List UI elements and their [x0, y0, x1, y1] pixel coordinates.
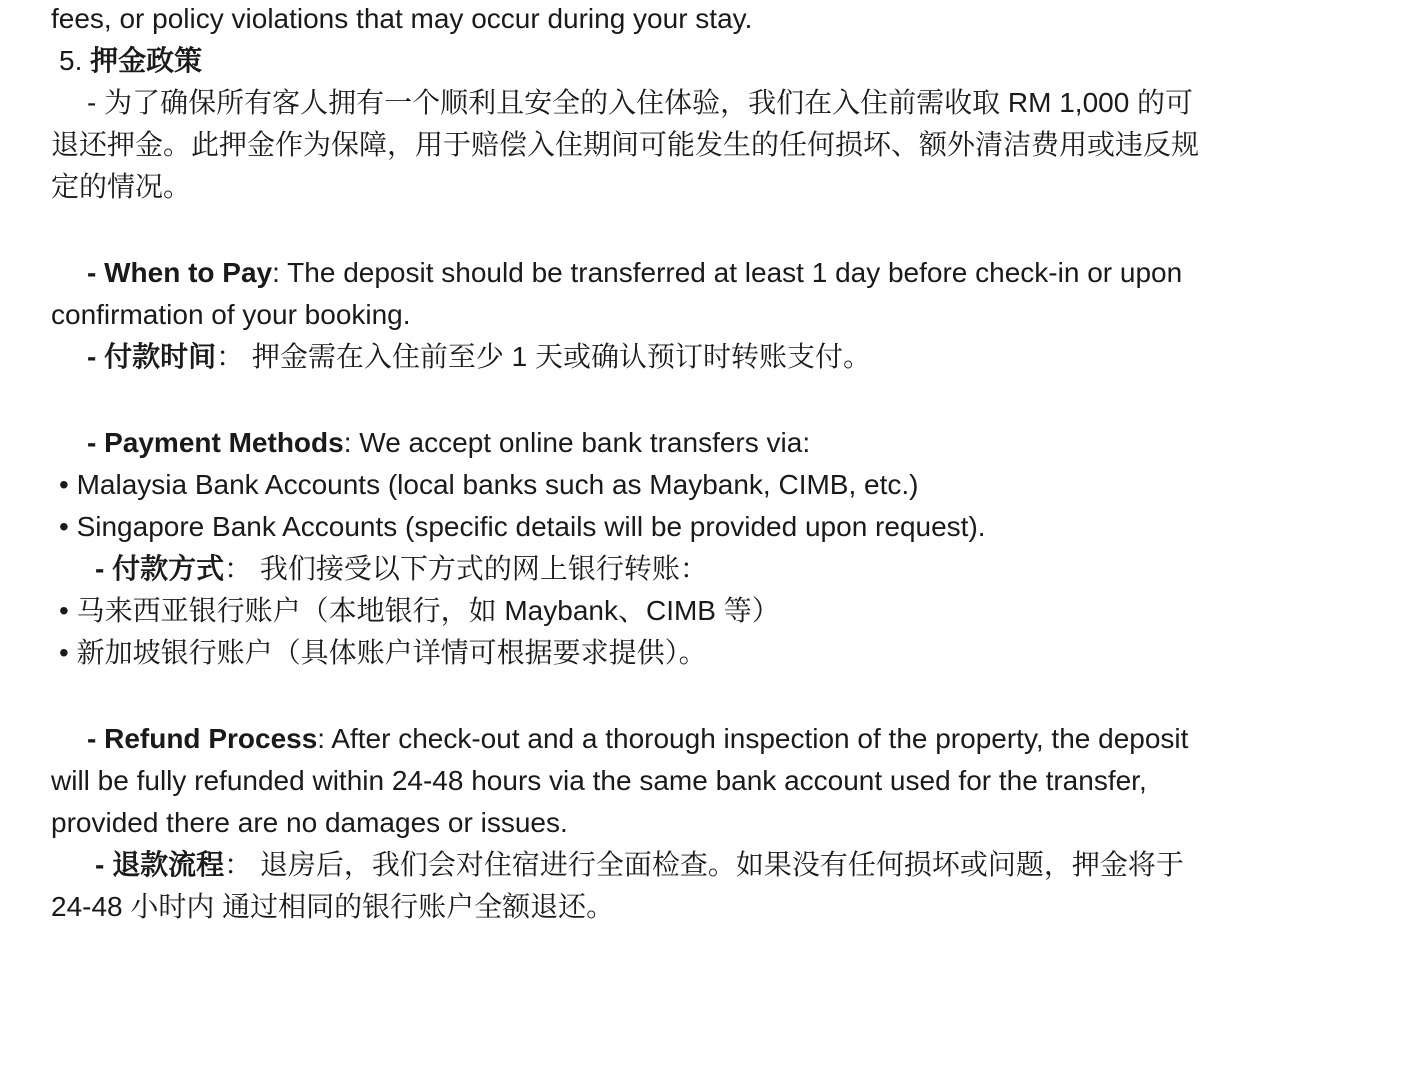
when-to-pay-text: : The deposit should be transferred at least 1 day before check-in or upon [272, 257, 1183, 288]
payment-methods-label: Payment Methods [104, 427, 344, 458]
refund-process-zh-text: ： 退房后，我们会对住宿进行全面检查。如果没有任何损坏或问题，押金将于 [224, 849, 1184, 880]
refund-process-zh-label: 退款流程 [112, 849, 225, 880]
refund-process-text: : After check-out and a thorough inspection of the property, the deposit [317, 723, 1189, 754]
intro-tail-text: fees, or policy violations that may occur during your stay. [51, 3, 753, 34]
section-number: 5. [59, 45, 83, 76]
payment-methods-zh-text: ： 我们接受以下方式的网上银行转账： [224, 553, 708, 584]
section-heading [51, 40, 1361, 82]
payment-methods-zh-label: 付款方式 [112, 553, 225, 584]
payment-method-zh-item-malaysia: • 马来西亚银行账户（本地银行，如 Maybank、CIMB 等） [59, 595, 780, 626]
payment-method-zh-item-singapore: • 新加坡银行账户（具体账户详情可根据要求提供）。 [59, 637, 707, 668]
spacer [51, 208, 1361, 252]
payment-methods-zh [51, 548, 1361, 590]
payment-methods-text: : We accept online bank transfers via: [343, 427, 811, 458]
when-to-pay-label: When to Pay [104, 257, 273, 288]
when-to-pay-zh-text: ： 押金需在入住前至少 1 天或确认预订时转账支付。 [216, 341, 872, 372]
refund-process-zh-line-2: 24-48 小时内 通过相同的银行账户全额退还。 [51, 891, 615, 922]
payment-methods-zh-prefix: - [95, 553, 113, 584]
refund-process-en [51, 718, 1361, 760]
refund-process-zh [51, 844, 1361, 886]
section-title: 押金政策 [90, 45, 203, 76]
zh-intro-line-3: 定的情况。 [51, 171, 192, 202]
when-to-pay-prefix: - [87, 257, 105, 288]
refund-process-label: Refund Process [104, 723, 318, 754]
refund-process-en-line-3: provided there are no damages or issues. [51, 807, 568, 838]
payment-method-item-singapore: • Singapore Bank Accounts (specific details will be provided upon request). [59, 511, 986, 542]
payment-method-item-malaysia: • Malaysia Bank Accounts (local banks such as Maybank, CIMB, etc.) [59, 469, 919, 500]
when-to-pay-zh-prefix: - [87, 341, 105, 372]
payment-methods-en [51, 422, 1361, 464]
when-to-pay-en [51, 252, 1361, 294]
when-to-pay-zh [51, 336, 1361, 378]
refund-process-en-line-2: will be fully refunded within 24-48 hours via the same bank account used for the transfer, [51, 765, 1147, 796]
when-to-pay-zh-label: 付款时间 [104, 341, 217, 372]
payment-methods-prefix: - [87, 427, 105, 458]
spacer [51, 378, 1361, 422]
document-body [51, 0, 1361, 928]
zh-intro-line-2: 退还押金。此押金作为保障，用于赔偿入住期间可能发生的任何损坏、额外清洁费用或违反规 [51, 129, 1200, 160]
refund-process-zh-prefix: - [95, 849, 113, 880]
when-to-pay-en-line-2: confirmation of your booking. [51, 299, 411, 330]
spacer [51, 674, 1361, 718]
refund-process-prefix: - [87, 723, 105, 754]
zh-intro-line-1: - 为了确保所有客人拥有一个顺利且安全的入住体验，我们在入住前需收取 RM 1,000 的可 [87, 87, 1194, 118]
